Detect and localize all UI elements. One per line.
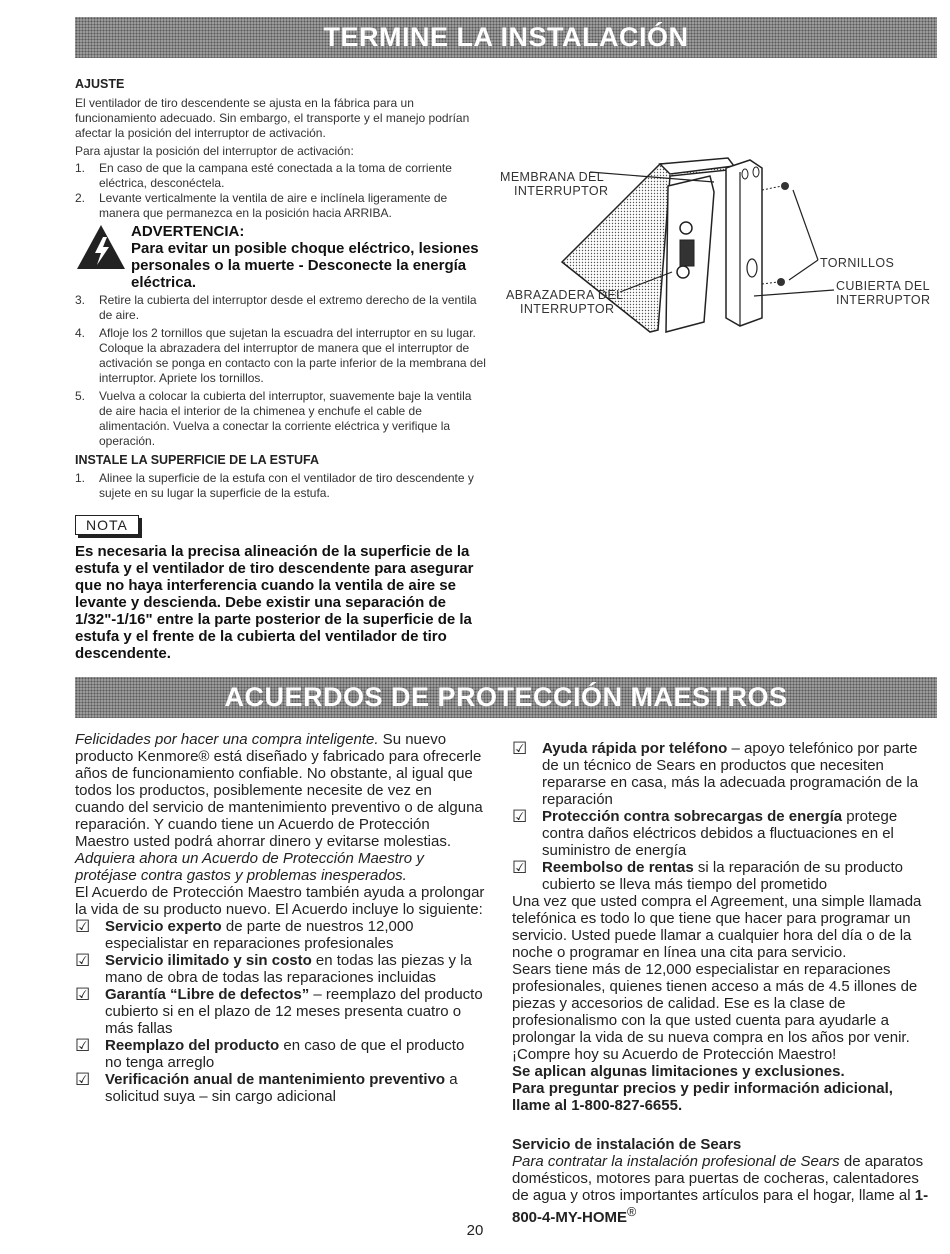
- nota-text: Es necesaria la precisa alineación de la superficie de la estufa y el ventilador de tiro descendente para asegurar que no haya interferencia cuando la ventila de aire se levante y descienda. Debe existir una separación de 1/32"-1/16" entre la parte posterior de la superficie de la estufa y el frente de la cubierta del ventilador de tiro descendente.: [75, 543, 474, 662]
- list-item: 2. Levante verticalmente la ventila de aire e inclínela ligeramente de manera que permanezca en la posición hacia ARRIBA.: [75, 191, 448, 220]
- label-cubierta: CUBIERTA DEL INTERRUPTOR: [836, 279, 931, 307]
- warning-text: Para evitar un posible choque eléctrico, lesiones personales o la muerte - Desconecte la energía eléctrica.: [131, 240, 479, 291]
- list-item: 3. Retire la cubierta del interruptor desde el extremo derecho de la ventila de aire.: [75, 293, 477, 322]
- label-abrazadera: ABRAZADERA DEL INTERRUPTOR: [506, 288, 624, 316]
- checkbox-icon: ☑: [512, 739, 528, 758]
- ajuste-steps-b: [75, 293, 487, 449]
- list-item: 1. Alinee la superficie de la estufa con el ventilador de tiro descendente y sujete en su lugar la superficie de la estufa.: [75, 471, 474, 500]
- checkbox-icon: ☑: [75, 951, 91, 970]
- superficie-heading: INSTALE LA SUPERFICIE DE LA ESTUFA: [75, 453, 319, 467]
- acuerdos-right: [512, 740, 930, 1226]
- sears-install-text: Para contratar la instalación profesional de Sears de aparatos domésticos, motores para puertas de cocheras, calentadores de agua y otros importantes artículos para el hogar, llame al 1-800-4-MY-HOME®: [512, 1153, 929, 1226]
- ajuste-lead: Para ajustar la posición del interruptor de activación:: [75, 144, 354, 158]
- intro-paragraph: Felicidades por hacer una compra inteligente. Su nuevo producto Kenmore® está diseñado y fabricado para ofrecerle años de funcionamiento confiable. No obstante, al igual que todos los productos, posiblemente necesite de vez en cuando del servicio de mantenimiento preventivo o de alguna reparación. Y cuando tiene un Acuerdo de Protección Maestro usted podrá ahorrar dinero y evitarse molestias.: [75, 731, 483, 850]
- ajuste-intro: El ventilador de tiro descendente se ajusta en la fábrica para un funcionamiento adecuado. Sin embargo, el transporte y el manejo podrían afectar la posición del interruptor de activación.: [75, 96, 470, 140]
- page-number: 20: [466, 1222, 484, 1239]
- list-item: ☑ Garantía “Libre de defectos” – reemplazo del producto cubierto si en el plazo de 12 meses presenta cuatro o más fallas: [75, 985, 483, 1037]
- banner-title: TERMINE LA INSTALACIÓN: [323, 22, 689, 52]
- warning-block: [75, 223, 487, 291]
- list-item: ☑ Servicio experto de parte de nuestros 12,000 especialistar en reparaciones profesionales: [75, 917, 414, 952]
- checkbox-icon: ☑: [75, 1070, 91, 1089]
- sears-paragraph: Sears tiene más de 12,000 especialistar en reparaciones profesionales, quienes tienen acceso a más de 4.5 illones de piezas y accesorios de calidad. Ese es la clase de profesionalismo con la que usted cuenta para ayudarle a prolongar la vida de su nueva compra en los años por venir. ¡Compre hoy su Acuerdo de Protección Maestro!: [512, 961, 918, 1063]
- list-item: ☑ Verificación anual de mantenimiento preventivo a solicitud suya – sin cargo adicional: [75, 1070, 458, 1105]
- ajuste-steps-a: [75, 161, 487, 221]
- warning-icon: [75, 223, 131, 291]
- checkbox-icon: ☑: [75, 1036, 91, 1055]
- banner-title: ACUERDOS DE PROTECCIÓN MAESTROS: [224, 682, 788, 712]
- banner-acuerdos: [75, 677, 937, 718]
- ajuste-section: [75, 76, 487, 662]
- acuerdos-left: [75, 731, 485, 1105]
- list-item: ☑ Reemplazo del producto en caso de que el producto no tenga arreglo: [75, 1036, 465, 1071]
- list-item: 5. Vuelva a colocar la cubierta del interruptor, suavemente baje la ventila de aire hacia el interior de la chimenea y enchufe el cable de alimentación. Vuelva a conectar la corriente eléctrica y verifique la operación.: [75, 389, 472, 448]
- checkbox-icon: ☑: [512, 807, 528, 826]
- acuerdo-paragraph: El Acuerdo de Protección Maestro también ayuda a prolongar la vida de su producto nuevo. El Acuerdo incluye lo siguiente:: [75, 884, 485, 918]
- list-item: ☑ Protección contra sobrecargas de energía protege contra daños eléctricos debidos a fluctuaciones en el suministro de energía: [512, 807, 898, 859]
- italic-paragraph: Adquiera ahora un Acuerdo de Protección Maestro y protéjase contra gastos y problemas inesperados.: [75, 850, 424, 884]
- list-item: ☑ Servicio ilimitado y sin costo en todas las piezas y la mano de obra de todas las reparaciones incluidas: [75, 951, 472, 986]
- label-tornillos: TORNILLOS: [820, 256, 895, 270]
- warning-title: ADVERTENCIA:: [131, 223, 245, 240]
- checkbox-icon: ☑: [75, 917, 91, 936]
- nota-badge: NOTA: [75, 515, 139, 535]
- agreement-paragraph: Una vez que usted compra el Agreement, una simple llamada telefónica es todo lo que tiene que hacer para programar un servicio. Usted puede llamar a cualquier hora del día o de la noche o programar en línea una cita para servicio.: [512, 893, 922, 961]
- list-item: ☑ Reembolso de rentas si la reparación de su producto cubierto se lleva más tiempo del prometido: [512, 858, 904, 893]
- superficie-steps: [75, 471, 487, 501]
- list-item: 4. Afloje los 2 tornillos que sujetan la escuadra del interruptor en su lugar. Coloque la abrazadera del interruptor de manera que el interruptor de activación se ponga en contacto con la parte inferior de la membrana del interruptor. Apriete los tornillos.: [75, 326, 486, 385]
- banner-termine: [75, 17, 937, 58]
- limitations-text: Se aplican algunas limitaciones y exclusiones.: [512, 1063, 845, 1080]
- checkbox-icon: ☑: [75, 985, 91, 1004]
- pricing-text: Para preguntar precios y pedir información adicional, llame al 1-800-827-6655.: [512, 1080, 893, 1114]
- label-membrana: MEMBRANA DEL INTERRUPTOR: [500, 170, 609, 198]
- ajuste-heading: AJUSTE: [75, 77, 125, 91]
- checkbox-icon: ☑: [512, 858, 528, 877]
- sears-install-heading: Servicio de instalación de Sears: [512, 1136, 742, 1153]
- list-item: 1. En caso de que la campana esté conectada a la toma de corriente eléctrica, desconéctela.: [75, 161, 452, 190]
- list-item: ☑ Ayuda rápida por teléfono – apoyo telefónico por parte de un técnico de Sears en productos que necesiten repararse en casa, más la adecuada programación de la reparación: [512, 739, 919, 808]
- switch-diagram: [500, 150, 940, 350]
